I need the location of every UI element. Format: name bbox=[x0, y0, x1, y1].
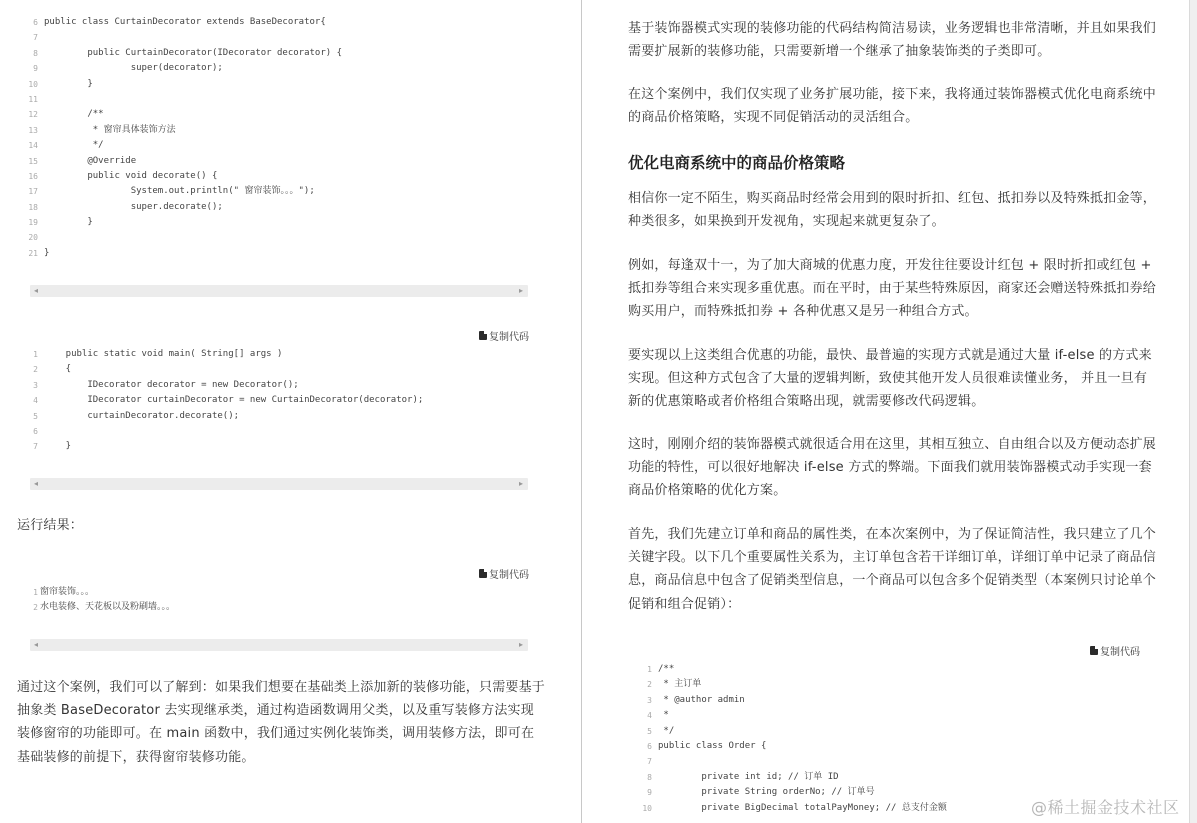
line-number: 21 bbox=[28, 248, 38, 258]
line-number: 19 bbox=[28, 218, 38, 228]
line-number: 10 bbox=[642, 803, 652, 813]
code-line bbox=[24, 600, 524, 615]
code-block-main bbox=[24, 347, 524, 455]
code-line bbox=[24, 378, 524, 393]
right-page bbox=[582, 0, 1190, 823]
code-text: private int id; // 订单 ID bbox=[658, 771, 839, 782]
line-number: 14 bbox=[28, 141, 38, 151]
paragraph-3: 相信你一定不陌生，购买商品时经常会用到的限时折扣、红包、抵扣券以及特殊抵扣金等，种类很多，如果换到开发视角，实现起来就更复杂了。 bbox=[628, 191, 1157, 230]
code-line bbox=[24, 184, 524, 199]
line-number: 2 bbox=[33, 603, 38, 613]
code-line bbox=[24, 393, 524, 408]
line-number: 4 bbox=[647, 711, 652, 721]
code-line bbox=[24, 123, 524, 138]
code-line bbox=[24, 107, 524, 122]
code-block-curtain-decorator bbox=[24, 15, 524, 261]
code-text: } bbox=[44, 441, 72, 452]
code-line bbox=[638, 677, 1158, 692]
code-text: */ bbox=[44, 140, 104, 151]
code-text: private BigDecimal totalPayMoney; // 总支付金额 bbox=[658, 802, 947, 813]
line-number: 8 bbox=[647, 772, 652, 782]
code-line bbox=[24, 77, 524, 92]
code-text: { bbox=[44, 364, 72, 375]
copy-code-button[interactable] bbox=[1090, 643, 1140, 658]
code-text: private String orderNo; // 订单号 bbox=[658, 787, 875, 798]
code-line bbox=[24, 200, 524, 215]
line-number: 6 bbox=[33, 18, 38, 27]
code-text: 水电装修、天花板以及粉刷墙。。。 bbox=[40, 602, 176, 613]
code-text: System.out.println(" 窗帘装饰。。。"); bbox=[44, 186, 315, 197]
copy-code-label: 复制代码 bbox=[489, 332, 529, 343]
code-text: @Override bbox=[44, 155, 137, 166]
line-number: 20 bbox=[28, 233, 38, 243]
code-line bbox=[638, 724, 1158, 739]
line-number: 17 bbox=[28, 187, 38, 197]
copy-code-button[interactable] bbox=[479, 566, 529, 581]
line-number: 4 bbox=[33, 396, 38, 406]
run-result-label: 运行结果： bbox=[17, 518, 84, 533]
line-number: 12 bbox=[28, 110, 38, 120]
code-line bbox=[24, 154, 524, 169]
code-line bbox=[24, 409, 524, 424]
line-number: 2 bbox=[647, 680, 652, 690]
code-text: } bbox=[44, 217, 93, 228]
scroll-right-arrow-icon[interactable]: ▸ bbox=[518, 286, 523, 295]
code-line bbox=[24, 246, 524, 261]
line-number: 18 bbox=[28, 202, 38, 212]
paragraph-1: 基于装饰器模式实现的装修功能的代码结构简洁易读，业务逻辑也非常清晰，并且如果我们需要扩展新的装修功能，只需要新增一个继承了抽象装饰类的子类即可。 bbox=[628, 21, 1157, 60]
copy-code-button[interactable] bbox=[479, 328, 529, 343]
copy-code-label: 复制代码 bbox=[489, 570, 529, 581]
code-text: */ bbox=[658, 725, 675, 736]
line-number: 2 bbox=[33, 365, 38, 375]
paragraph-4: 例如，每逢双十一，为了加大商城的优惠力度，开发往往要设计红包 + 限时折扣或红包 + 抵扣券等组合来实现多重优惠。而在平时，由于某些特殊原因，商家还会赠送特殊抵扣券给购买用户，而特殊抵扣券 + 各种优惠又是另一种组合方式。 bbox=[628, 258, 1157, 320]
copy-icon bbox=[1090, 646, 1098, 655]
line-number: 16 bbox=[28, 171, 38, 181]
summary-paragraph: 通过这个案例，我们可以了解到：如果我们想要在基础类上添加新的装修功能，只需要基于抽象类 BaseDecorator 去实现继承类，通过构造函数调用父类，以及重写装修方法实现装修窗帘的功能即可。在 main 函数中，我们通过实例化装饰类，调用装修方法，即可在基础装修的前提下，获得窗帘装修功能。 bbox=[17, 680, 546, 765]
code-line bbox=[24, 46, 524, 61]
code-text: * 窗帘具体装饰方法 bbox=[44, 124, 176, 135]
code-line bbox=[24, 424, 524, 439]
line-number: 1 bbox=[33, 350, 38, 359]
code-line bbox=[24, 30, 524, 45]
line-number: 3 bbox=[647, 695, 652, 705]
code-text: IDecorator decorator = new Decorator(); bbox=[44, 379, 299, 390]
line-number: 13 bbox=[28, 125, 38, 135]
code-line bbox=[24, 169, 524, 184]
code-text: super(decorator); bbox=[44, 63, 223, 74]
code-block-output bbox=[24, 585, 524, 616]
line-number: 5 bbox=[647, 726, 652, 736]
line-number: 10 bbox=[28, 79, 38, 89]
code-line bbox=[24, 215, 524, 230]
line-number: 7 bbox=[647, 757, 652, 767]
code-text: } bbox=[44, 247, 50, 258]
code-line bbox=[24, 92, 524, 107]
line-number: 5 bbox=[33, 411, 38, 421]
line-number: 11 bbox=[28, 94, 38, 104]
line-number: 9 bbox=[647, 788, 652, 798]
code-line bbox=[24, 61, 524, 76]
code-line bbox=[638, 662, 1158, 677]
code-text: } bbox=[44, 78, 93, 89]
code-text: * 主订单 bbox=[658, 679, 702, 690]
scroll-left-arrow-icon[interactable]: ◂ bbox=[34, 479, 39, 488]
scrollbar-track[interactable] bbox=[1189, 0, 1197, 823]
code-text: IDecorator curtainDecorator = new CurtainDecorator(decorator); bbox=[44, 395, 424, 406]
code-line bbox=[24, 230, 524, 245]
code-block-order bbox=[638, 662, 1158, 816]
section-heading: 优化电商系统中的商品价格策略 bbox=[628, 154, 846, 172]
paragraph-5: 要实现以上这类组合优惠的功能，最快、最普遍的实现方式就是通过大量 if-else 的方式来实现。但这种方式包含了大量的逻辑判断，致使其他开发人员很难读懂业务， 并且一旦有新的优惠策略或者价格组合策略出现，就需要修改代码逻辑。 bbox=[628, 348, 1152, 410]
code-text: public class CurtainDecorator extends BaseDecorator{ bbox=[44, 17, 326, 27]
code-text: * @author admin bbox=[658, 694, 745, 705]
scroll-left-arrow-icon[interactable]: ◂ bbox=[34, 286, 39, 295]
code-line bbox=[638, 739, 1158, 754]
code-text: /** bbox=[44, 109, 104, 120]
line-number: 1 bbox=[647, 665, 652, 674]
line-number: 6 bbox=[33, 426, 38, 436]
line-number: 1 bbox=[33, 588, 38, 597]
code-text: public CurtainDecorator(IDecorator decorator) { bbox=[44, 47, 343, 58]
scroll-right-arrow-icon[interactable]: ▸ bbox=[518, 479, 523, 488]
paragraph-6: 这时，刚刚介绍的装饰器模式就很适合用在这里，其相互独立、自由组合以及方便动态扩展功能的特性，可以很好地解决 if-else 方式的弊端。下面我们就用装饰器模式动手实现一套商品价格策略的优化方案。 bbox=[628, 437, 1157, 499]
line-number: 6 bbox=[647, 741, 652, 751]
code-block-1-scrollbar[interactable] bbox=[30, 285, 528, 297]
code-line bbox=[638, 693, 1158, 708]
code-line bbox=[24, 138, 524, 153]
line-number: 7 bbox=[33, 33, 38, 43]
code-block-3-scrollbar[interactable] bbox=[30, 639, 528, 651]
code-line bbox=[638, 754, 1158, 769]
code-line bbox=[638, 770, 1158, 785]
code-block-2-scrollbar[interactable] bbox=[30, 478, 528, 490]
code-text: /** bbox=[658, 664, 675, 674]
scroll-right-arrow-icon[interactable]: ▸ bbox=[518, 640, 523, 649]
code-text: curtainDecorator.decorate(); bbox=[44, 410, 240, 421]
code-text: public void decorate() { bbox=[44, 170, 218, 181]
paragraph-7: 首先，我们先建立订单和商品的属性类，在本次案例中，为了保证简洁性，我只建立了几个关键字段。以下几个重要属性关系为，主订单包含若干详细订单，详细订单中记录了商品信息，商品信息中包含了促销类型信息，一个商品可以包含多个促销类型（本案例只讨论单个促销和组合促销）： bbox=[628, 527, 1157, 612]
left-page bbox=[0, 0, 581, 823]
line-number: 7 bbox=[33, 442, 38, 452]
code-line bbox=[24, 362, 524, 377]
code-text: super.decorate(); bbox=[44, 201, 223, 212]
copy-code-label: 复制代码 bbox=[1100, 647, 1140, 658]
line-number: 3 bbox=[33, 380, 38, 390]
code-text: * bbox=[658, 710, 669, 721]
line-number: 15 bbox=[28, 156, 38, 166]
copy-icon bbox=[479, 331, 487, 340]
code-text: public class Order { bbox=[658, 740, 767, 751]
line-number: 8 bbox=[33, 48, 38, 58]
code-line bbox=[24, 439, 524, 454]
scroll-left-arrow-icon[interactable]: ◂ bbox=[34, 640, 39, 649]
copy-icon bbox=[479, 569, 487, 578]
code-line bbox=[24, 15, 524, 30]
code-line bbox=[24, 585, 524, 600]
code-line bbox=[638, 708, 1158, 723]
code-text: 窗帘装饰。。。 bbox=[40, 587, 95, 597]
watermark: @稀土掘金技术社区 bbox=[1031, 798, 1180, 817]
code-line bbox=[24, 347, 524, 362]
code-text: public static void main( String[] args ) bbox=[44, 349, 283, 359]
paragraph-2: 在这个案例中，我们仅实现了业务扩展功能，接下来，我将通过装饰器模式优化电商系统中的商品价格策略，实现不同促销活动的灵活组合。 bbox=[628, 87, 1157, 126]
line-number: 9 bbox=[33, 64, 38, 74]
